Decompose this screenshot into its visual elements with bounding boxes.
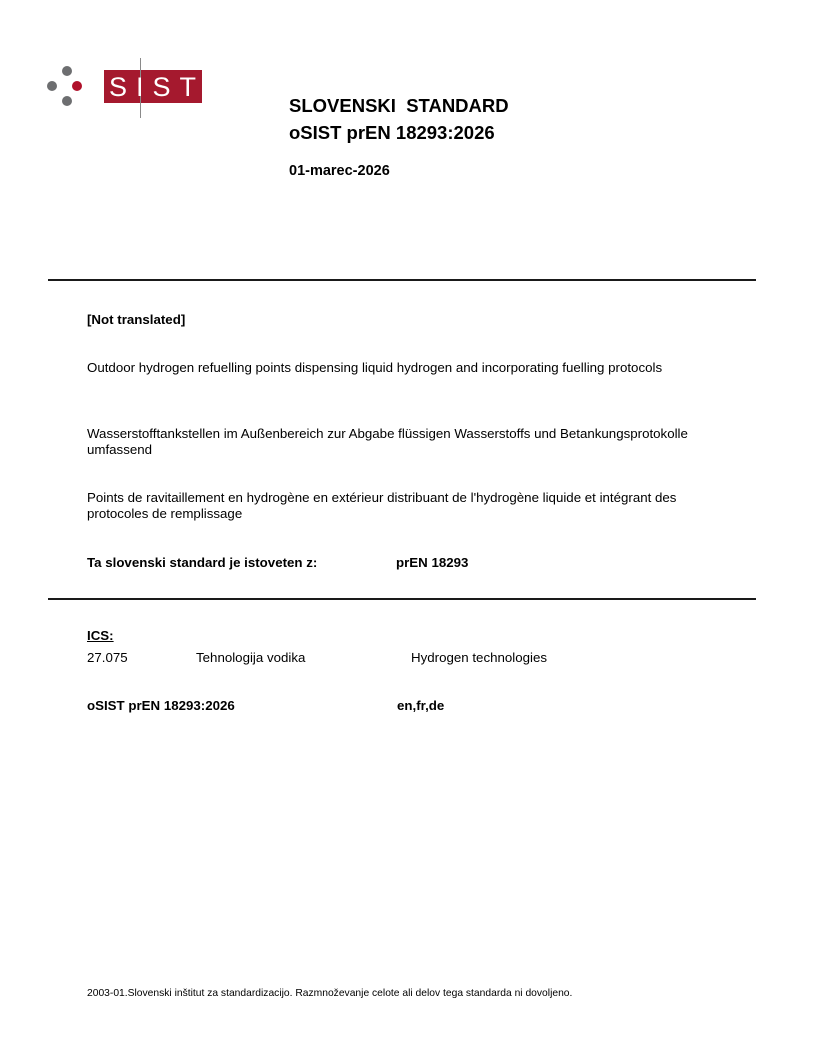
logo-text: SIST bbox=[109, 72, 206, 102]
ics-code: 27.075 bbox=[87, 650, 128, 665]
logo-dot-top-icon bbox=[62, 66, 72, 76]
document-id: oSIST prEN 18293:2026 bbox=[87, 698, 235, 713]
identity-value: prEN 18293 bbox=[396, 555, 469, 570]
english-title: Outdoor hydrogen refuelling points dispensing liquid hydrogen and incorporating fuelling protocols bbox=[87, 360, 663, 375]
french-title: Points de ravitaillement en hydrogène en extérieur distribuant de l'hydrogène liquide et intégrant des protocoles de remplissage bbox=[87, 490, 677, 521]
publication-date: 01-marec-2026 bbox=[289, 163, 390, 179]
bottom-divider bbox=[48, 598, 756, 600]
ics-heading: ICS: bbox=[87, 628, 114, 643]
standard-number-title: oSIST prEN 18293:2026 bbox=[289, 122, 495, 143]
logo-dot-bottom-icon bbox=[62, 96, 72, 106]
logo-dot-left-icon bbox=[47, 81, 57, 91]
copyright-footer: 2003-01.Slovenski inštitut za standardizacijo. Razmnoževanje celote ali delov tega standarda ni dovoljeno. bbox=[87, 988, 573, 999]
identity-label: Ta slovenski standard je istoveten z: bbox=[87, 555, 318, 570]
german-title: Wasserstofftankstellen im Außenbereich zur Abgabe flüssigen Wasserstoffs und Betankungsprotokolle umfassend bbox=[87, 426, 688, 457]
standard-type-title: SLOVENSKI STANDARD bbox=[289, 95, 509, 116]
ics-slovenian-label: Tehnologija vodika bbox=[196, 650, 306, 665]
document-languages: en,fr,de bbox=[397, 698, 445, 713]
slovenian-title: [Not translated] bbox=[87, 312, 186, 327]
ics-english-label: Hydrogen technologies bbox=[411, 650, 548, 665]
logo-dot-red-icon bbox=[72, 81, 82, 91]
top-divider bbox=[48, 279, 756, 281]
